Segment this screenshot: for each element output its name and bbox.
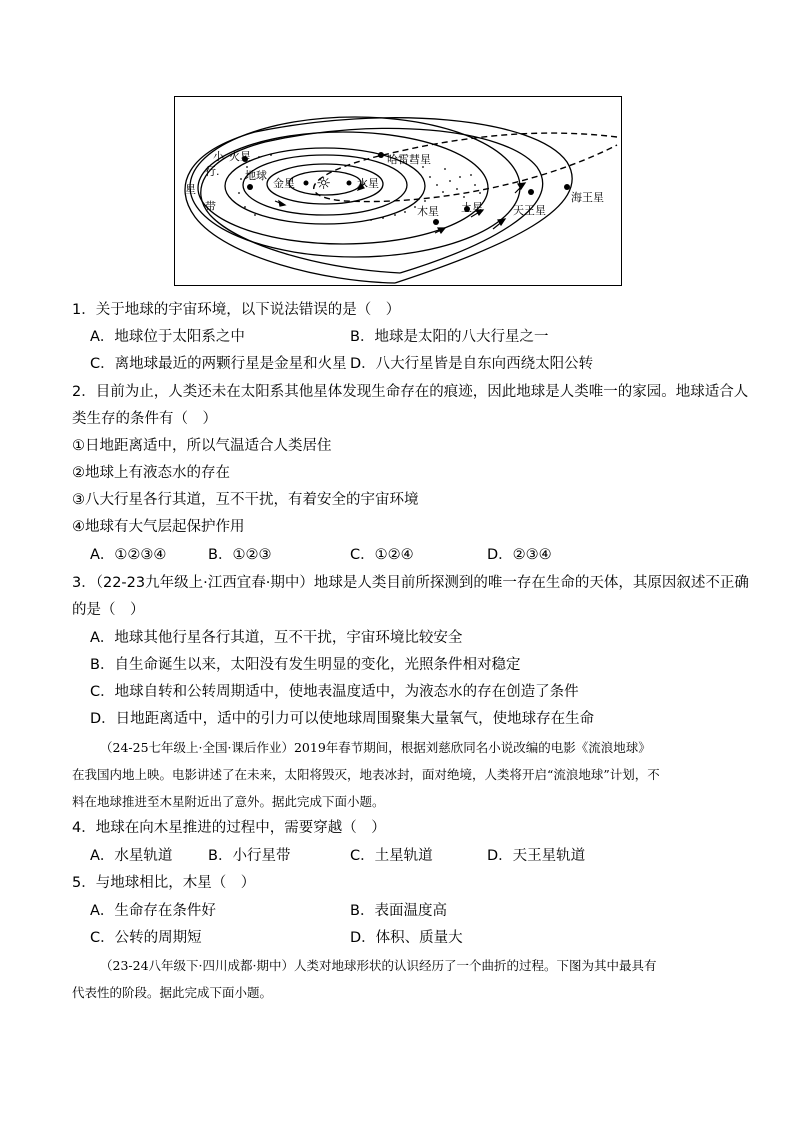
q2-item-3: ③八大行星各行其道，互不干扰，有着安全的宇宙环境 [72, 492, 419, 508]
q4-option-c: C．土星轨道 [350, 848, 433, 864]
asteroid-belt-label-1: 行. [205, 165, 220, 178]
mars-label: 火星 [229, 150, 251, 163]
orbit-arrow-head [438, 228, 445, 233]
q4-option-a: A．水星轨道 [90, 848, 173, 864]
uranus-dot [528, 189, 534, 195]
venus-dot [304, 181, 309, 186]
saturn-label: 土星 [461, 201, 483, 214]
material-1-line-2: 在我国内地上映。电影讲述了在未来，太阳将毁灭，地表冰封，面对绝境，人类将开启“流浪地球”计划，不 [72, 767, 660, 782]
neptune-orbit [185, 118, 572, 283]
q1-option-d: D．八大行星皆是自东向西绕太阳公转 [350, 356, 594, 372]
q3-option-d: D．日地距离适中，适中的引力可以使地球周围聚集大量氧气，使地球存在生命 [90, 711, 595, 727]
q2-option-a: A．①②③④ [90, 547, 167, 563]
halley-comet-label: 哈雷彗星 [387, 153, 431, 166]
mercury-label: 水星 [357, 177, 379, 190]
solar-system-figure [174, 96, 622, 286]
earth-dot [247, 184, 253, 190]
q5-option-b: B．表面温度高 [350, 903, 447, 919]
jupiter-label: 木星 [417, 205, 439, 218]
material-2-line-2: 代表性的阶段。据此完成下面小题。 [72, 985, 273, 1000]
q5-stem: 5．与地球相比，木星（ ） [72, 875, 256, 891]
venus-label: 金星 [273, 177, 295, 190]
q2-option-d: D．②③④ [487, 547, 552, 563]
q3-option-b: B．自生命诞生以来，太阳没有发生明显的变化，光照条件相对稳定 [90, 657, 521, 673]
q5-option-c: C．公转的周期短 [90, 930, 202, 946]
sun-icon: ☼ [316, 174, 332, 194]
material-1-line-3: 料在地球推进至木星附近出了意外。据此完成下面小题。 [72, 794, 385, 809]
mercury-dot [347, 181, 352, 186]
orbit-arrow-head [518, 183, 525, 189]
q4-stem: 4．地球在向木星推进的过程中，需要穿越（ ） [72, 820, 386, 836]
small-label: 小 [213, 150, 224, 163]
q2-item-1: ①日地距离适中，所以气温适合人类居住 [72, 438, 332, 454]
solar-system-diagram [175, 97, 621, 285]
q4-option-b: B．小行星带 [208, 848, 291, 864]
q3-stem-line-2: 的是（ ） [72, 602, 145, 618]
asteroid-belt-label-2: 星 [185, 183, 196, 196]
asteroid-belt-label-3: 带 [205, 200, 216, 213]
q1-stem: 1．关于地球的宇宙环境，以下说法错误的是（ ） [72, 302, 401, 318]
q1-option-c: C．离地球最近的两颗行星是金星和火星 [90, 356, 347, 372]
halley-comet-dot [378, 152, 384, 158]
q3-option-c: C．地球自转和公转周期适中，使地表温度适中，为液态水的存在创造了条件 [90, 684, 579, 700]
q3-stem-line-1: 3．（22-23九年级上·江西宜春·期中）地球是人类目前所探测到的唯一存在生命的天体，其原因叙述不正确 [72, 575, 749, 591]
orbit-arrow-head [279, 201, 285, 206]
jupiter-dot [433, 219, 439, 225]
earth-label: 地球 [245, 169, 267, 182]
q5-option-a: A．生命存在条件好 [90, 903, 216, 919]
uranus-label: 天王星 [513, 204, 546, 217]
q2-stem-line-2: 类生存的条件有（ ） [72, 411, 217, 427]
q1-option-a: A．地球位于太阳系之中 [90, 329, 245, 345]
q2-option-c: C．①②④ [350, 547, 414, 563]
q2-stem-line-1: 2．目前为止，人类还未在太阳系其他星体发现生命存在的痕迹，因此地球是人类唯一的家园。地球适合人 [72, 384, 749, 400]
neptune-label: 海王星 [571, 191, 604, 204]
uranus-orbit [201, 128, 543, 273]
q2-item-2: ②地球上有液态水的存在 [72, 465, 230, 481]
q2-item-4: ④地球有大气层起保护作用 [72, 519, 245, 535]
q5-option-d: D．体积、质量大 [350, 930, 463, 946]
material-2-line-1: （23-24八年级下·四川成都·期中）人类对地球形状的认识经历了一个曲折的过程。下图为其中最具有 [100, 958, 657, 973]
q4-option-d: D．天王星轨道 [487, 848, 586, 864]
material-1-line-1: （24-25七年级上·全国·课后作业）2019年春节期间，根据刘慈欣同名小说改编的电影《流浪地球》 [100, 740, 651, 755]
q1-option-b: B．地球是太阳的八大行星之一 [350, 329, 549, 345]
q3-option-a: A．地球其他行星各行其道，互不干扰，宇宙环境比较安全 [90, 630, 463, 646]
neptune-dot [564, 184, 570, 190]
q2-option-b: B．①②③ [208, 547, 272, 563]
